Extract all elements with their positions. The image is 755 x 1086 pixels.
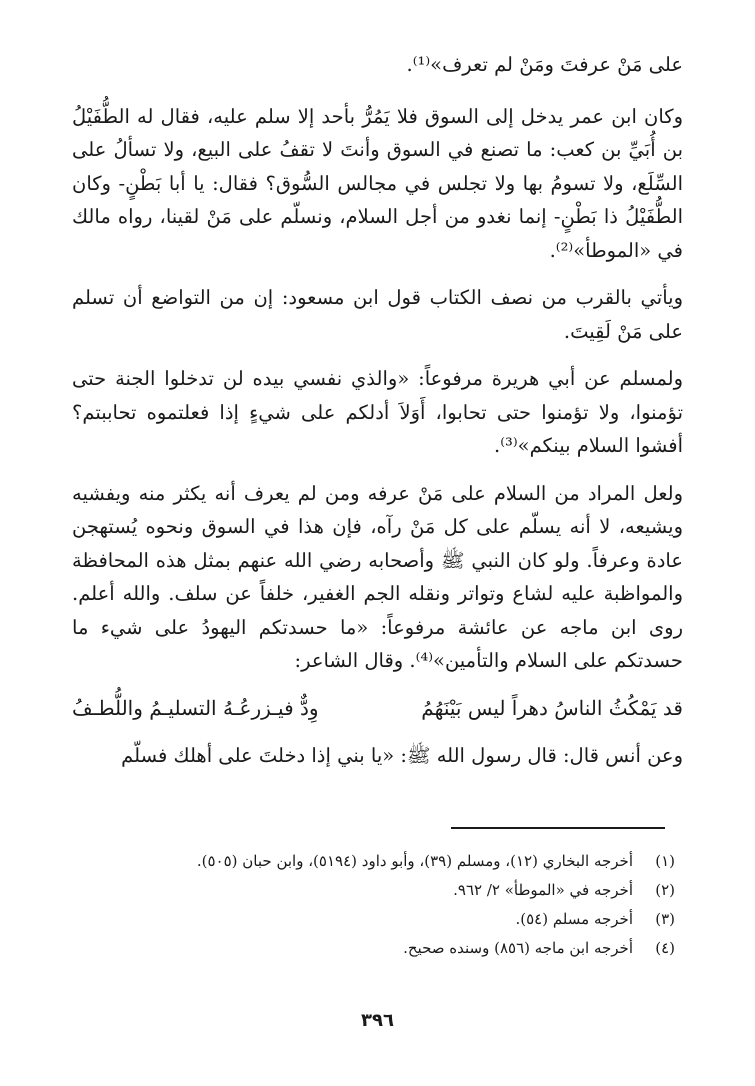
footnote [110, 905, 675, 934]
footnote-number: (١) [655, 852, 675, 870]
footnotes [110, 847, 675, 963]
poem-verse [72, 692, 683, 726]
page-number: ٣٩٦ [361, 1010, 394, 1031]
paragraph: وكان ابن عمر يدخل إلى السوق فلا يَمُرُّ بأحد إلا سلم عليه، فقال له الطُّفَيْلُ بن أُبَيِّ بن كعب: ما تصنع في السوق وأنتَ لا تقفُ على البيع، ولا تسألُ على السِّلَع، ولا تسومُ بها ولا تجلس في مجالس السُّوق؟ فقال: يا أبا بَطْنٍ- وكان الطُّفَيْلُ ذا بَطْنٍ- إنما نغدو من أجل السلام، ونسلّم على مَنْ لقينا، رواه مالك في «الموطأ»⁽²⁾. [72, 104, 683, 262]
footnote-number: (٢) [655, 881, 675, 899]
paragraph: ويأتي بالقرب من نصف الكتاب قول ابن مسعود: إن من التواضع أن تسلم على مَنْ لَقِيتَ. [72, 286, 683, 343]
footnote-text: أخرجه ابن ماجه (٨٥٦) وسنده صحيح. [403, 939, 633, 957]
poem-hemistich-1: قد يَمْكُثُ الناسُ دهراً ليس بَيْنَهُمُ [421, 695, 683, 720]
footnote-text: أخرجه مسلم (٥٤). [515, 910, 633, 928]
poem-hemistich-2: وِدٌّ فيـزرعُـهُ التسليـمُ واللُّطـفُ [72, 695, 319, 720]
footnote-number: (٣) [655, 910, 675, 928]
footnote-number: (٤) [655, 939, 675, 957]
paragraph: ولعل المراد من السلام على مَنْ عرفه ومن لم يعرف أنه يكثر منه ويفشيه ويشيعه، لا أنه يسلّم على كل مَنْ رآه، فإن هذا في السوق ونحوه يُستهجن عادة وعرفاً. ولو كان النبي ﷺ وأصحابه رضي الله عنهم بمثل هذه المحافظة والمواظبة عليه لشاع وتواتر ونقله الجم الغفير، خلفاً عن سلف. والله أعلم. روى ابن ماجه عن عائشة مرفوعاً: «ما حسدتكم اليهودُ على شيء ما حسدتكم على السلام والتأمين»⁽⁴⁾. وقال الشاعر: [72, 481, 683, 672]
paragraph: على مَنْ عرفتَ ومَنْ لم تعرف»⁽¹⁾. [406, 53, 683, 76]
footnote [110, 934, 675, 963]
footnote [110, 876, 675, 905]
footnote-divider [451, 827, 665, 829]
footnote-text: أخرجه البخاري (١٢)، ومسلم (٣٩)، وأبو داود (٥١٩٤)، وابن حبان (٥٠٥). [196, 852, 633, 870]
footnote [110, 847, 675, 876]
footnote-text: أخرجه في «الموطأ» ٢/ ٩٦٢. [453, 881, 633, 899]
paragraph: وعن أنس قال: قال رسول الله ﷺ: «يا بني إذا دخلتَ على أهلك فسلّم [121, 744, 683, 767]
paragraph: ولمسلم عن أبي هريرة مرفوعاً: «والذي نفسي بيده لن تدخلوا الجنة حتى تؤمنوا، ولا تؤمنوا حتى تحابوا، أَوَلاَ أدلكم على شيءٍ إذا فعلتموه تحاببتم؟ أفشوا السلام بينكم»⁽³⁾. [72, 367, 683, 457]
main-text [72, 48, 683, 787]
